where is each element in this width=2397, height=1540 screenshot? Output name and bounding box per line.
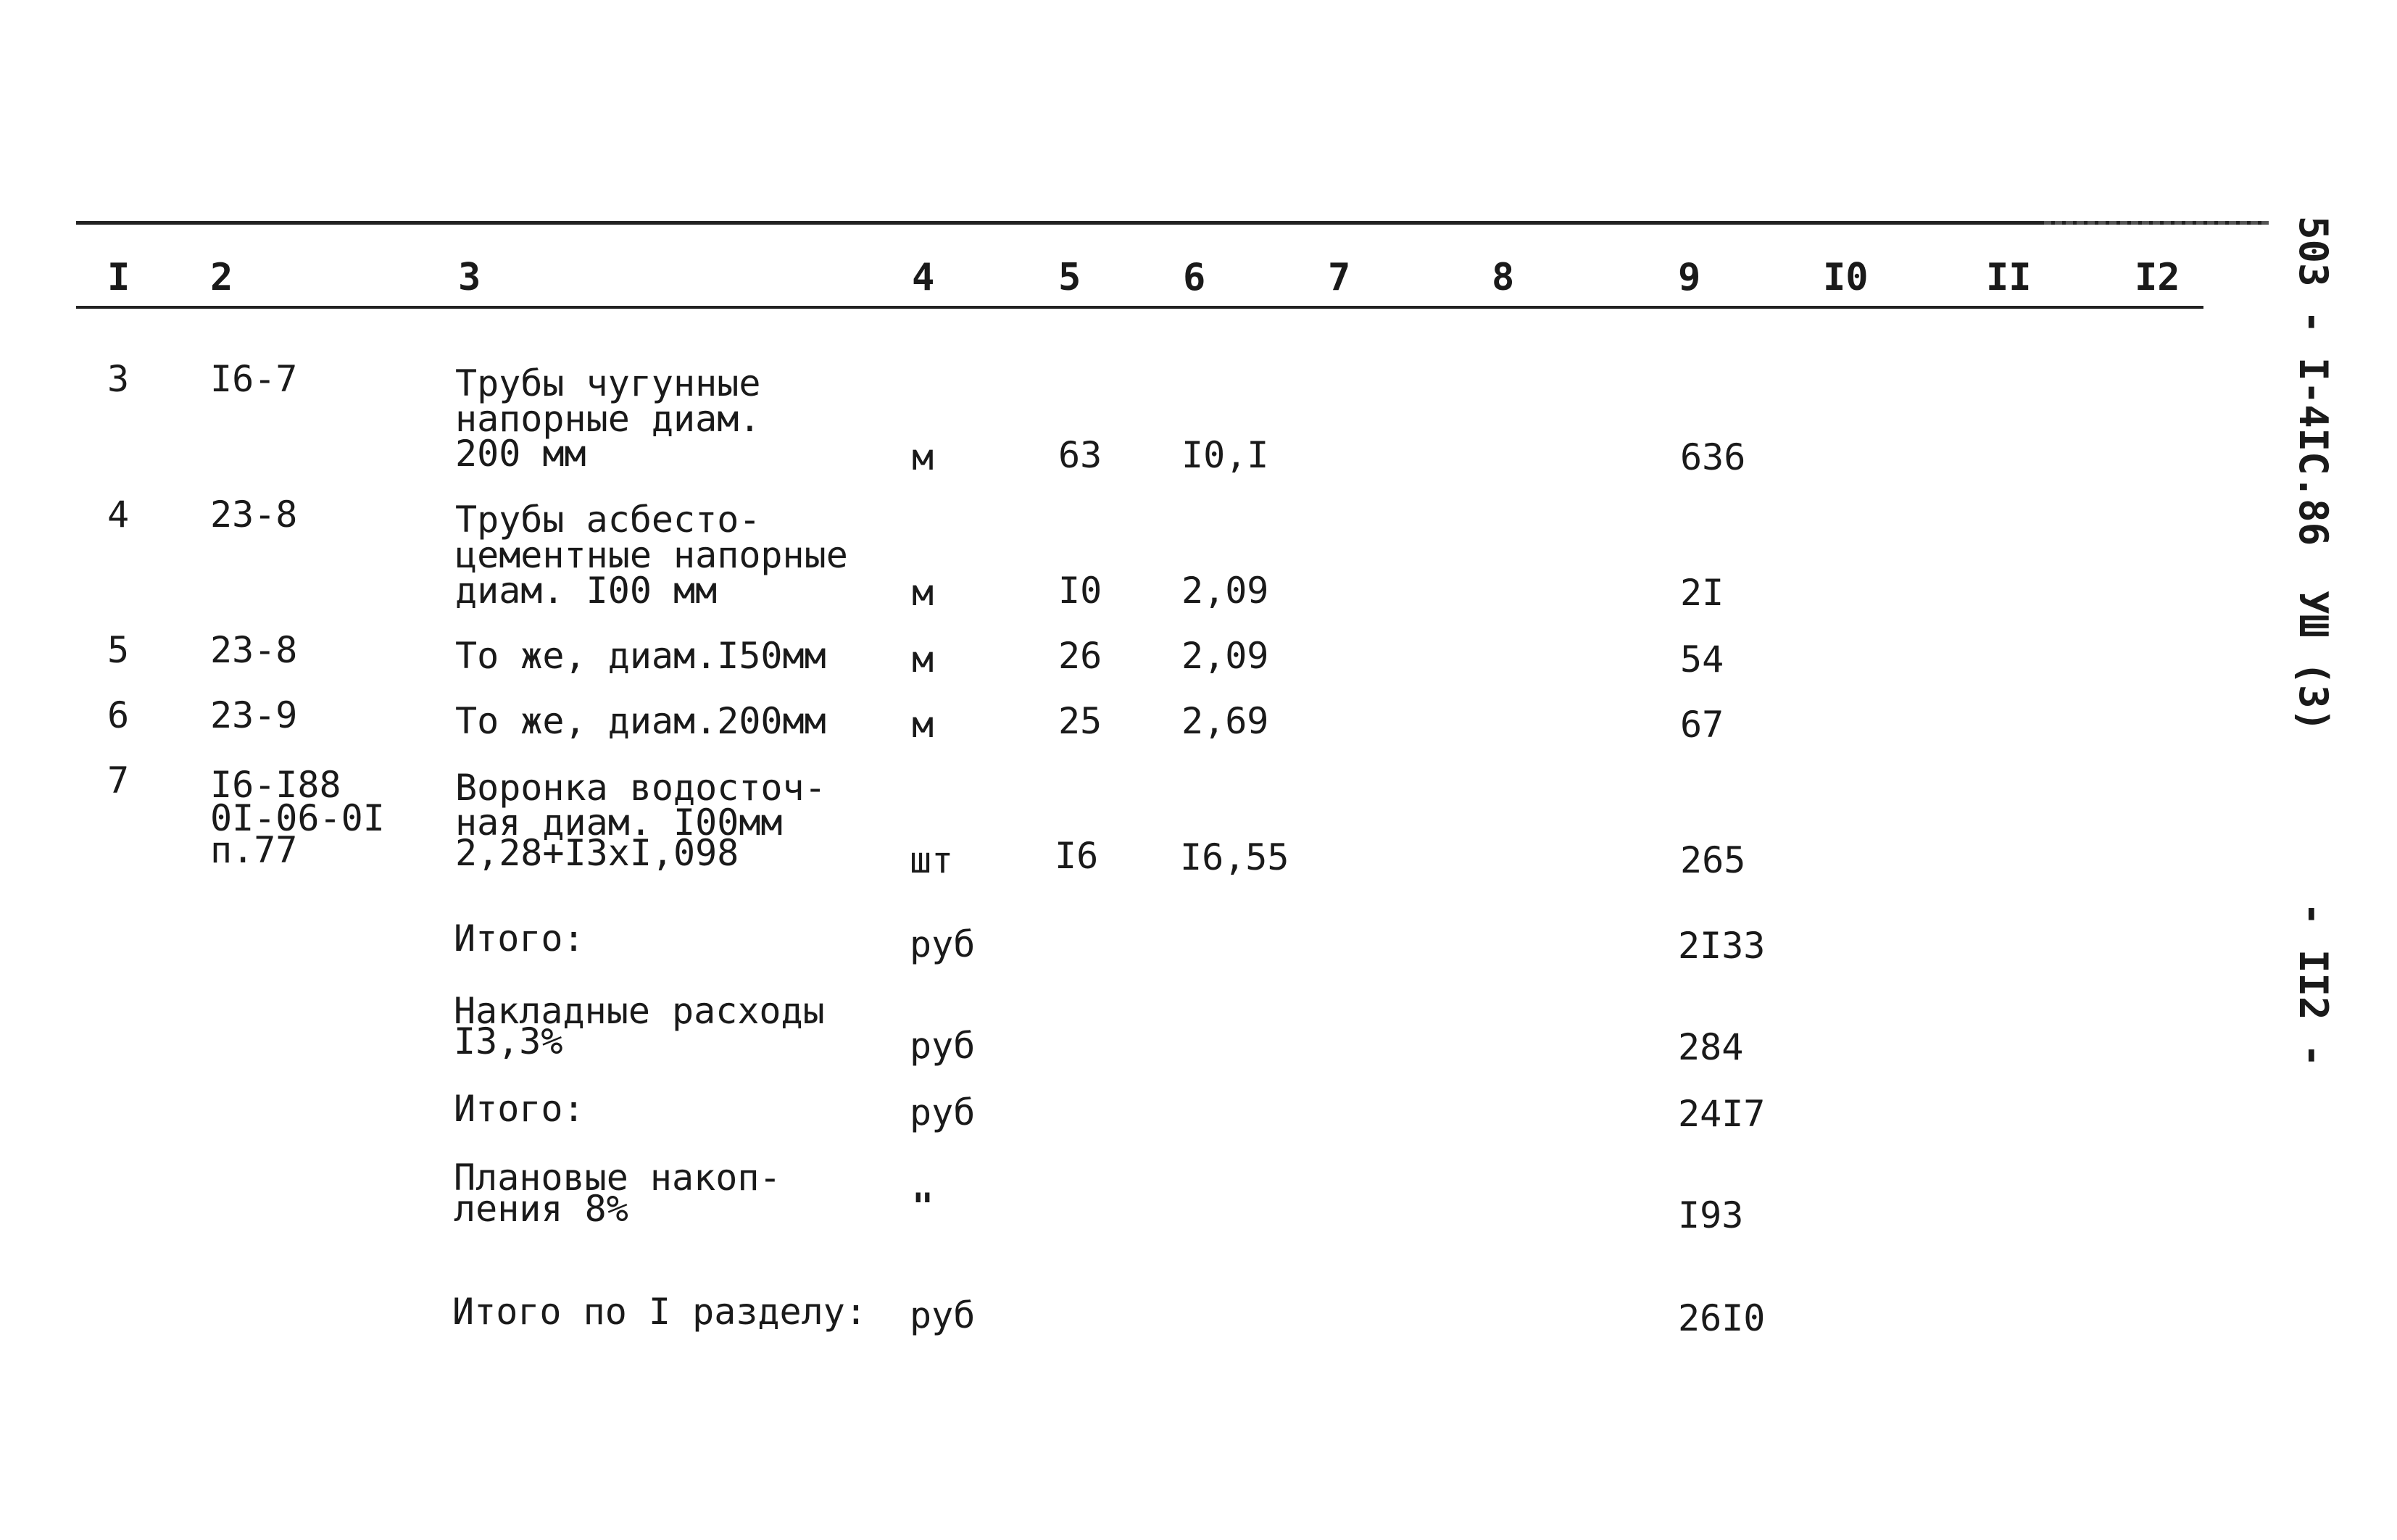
row-qty: I0 (1058, 570, 1102, 612)
summary-unit: руб (910, 1294, 976, 1336)
row-price: 2,69 (1181, 700, 1269, 742)
summary-total: 284 (1678, 1026, 1744, 1068)
summary-unit: руб (910, 1025, 976, 1067)
summary-unit: руб (910, 1091, 976, 1133)
top-rule-tail (2044, 221, 2269, 225)
header-col-5: 5 (1058, 256, 1081, 299)
row-code: I6-7 (210, 358, 298, 400)
side-page-number: - II2 - (2290, 902, 2336, 1067)
row-name-line: напорные диам. (455, 398, 761, 440)
row-unit: шт (910, 839, 954, 881)
summary-label: Накладные расходы (454, 990, 825, 1032)
summary-total: 2I33 (1678, 925, 1766, 967)
row-name-line: Трубы асбесто- (455, 499, 761, 541)
row-name-line: 200 мм (455, 433, 586, 475)
row-code: 23-9 (210, 694, 298, 736)
header-col-8: 8 (1492, 256, 1515, 299)
row-total: 67 (1680, 704, 1724, 746)
header-rule (76, 306, 2203, 309)
row-name-line: диам. I00 мм (455, 570, 718, 612)
row-num: 5 (107, 629, 130, 671)
header-col-2: 2 (210, 256, 233, 299)
row-code-line: п.77 (210, 829, 298, 871)
row-num: 7 (107, 759, 130, 802)
row-total: 2I (1680, 572, 1724, 614)
row-price: I0,I (1181, 434, 1269, 476)
header-col-7: 7 (1328, 256, 1351, 299)
row-total: 54 (1680, 638, 1724, 680)
row-qty: 63 (1058, 434, 1102, 476)
summary-unit: " (912, 1186, 934, 1228)
header-col-4: 4 (912, 256, 935, 299)
side-sheet-code: УШ (3) (2290, 591, 2336, 733)
row-name-line: Трубы чугунные (455, 362, 761, 404)
row-unit: м (912, 436, 934, 478)
row-code: 23-8 (210, 629, 298, 671)
header-col-3: 3 (458, 256, 481, 299)
header-col-9: 9 (1678, 256, 1701, 299)
row-unit: м (912, 572, 934, 614)
summary-unit: руб (910, 923, 976, 965)
row-num: 6 (107, 694, 130, 736)
row-num: 3 (107, 358, 130, 400)
header-col-12: I2 (2135, 256, 2180, 299)
row-code-line: I6-I88 (210, 764, 341, 806)
row-name-line: ная диам. I00мм (455, 802, 783, 844)
row-name-line: цементные напорные (455, 534, 848, 576)
summary-total: I93 (1678, 1194, 1744, 1236)
summary-total: 26I0 (1678, 1297, 1766, 1339)
row-unit: м (912, 704, 934, 746)
row-name-line: 2,28+I3xI,098 (455, 832, 739, 874)
row-name-line: Воронка водосточ- (455, 767, 826, 809)
row-name-line: То же, диам.I50мм (455, 635, 826, 677)
row-num: 4 (107, 494, 130, 536)
row-name-line: То же, диам.200мм (455, 700, 826, 742)
header-col-11: II (1986, 256, 2032, 299)
summary-label: ления 8% (454, 1188, 628, 1230)
summary-total: 24I7 (1678, 1093, 1766, 1135)
row-total: 265 (1680, 839, 1746, 881)
summary-label: Итого: (454, 917, 585, 960)
top-rule (76, 221, 2269, 225)
summary-label: I3,3% (454, 1020, 563, 1062)
row-qty: 25 (1058, 700, 1102, 742)
summary-label: Плановые накоп- (454, 1157, 781, 1199)
summary-label: Итого: (454, 1088, 585, 1130)
side-doc-code: 503 - I-4IC.86 (2290, 216, 2336, 546)
row-price: I6,55 (1180, 836, 1289, 878)
row-qty: 26 (1058, 635, 1102, 677)
row-code-line: 0I-06-0I (210, 797, 385, 839)
row-qty: I6 (1055, 835, 1099, 877)
row-total: 636 (1680, 436, 1746, 478)
summary-label: Итого по I разделу: (452, 1291, 867, 1333)
header-col-10: I0 (1823, 256, 1869, 299)
row-unit: м (912, 638, 934, 680)
header-col-1: I (107, 256, 130, 299)
row-code: 23-8 (210, 494, 298, 536)
header-col-6: 6 (1183, 256, 1206, 299)
row-price: 2,09 (1181, 570, 1269, 612)
row-price: 2,09 (1181, 635, 1269, 677)
